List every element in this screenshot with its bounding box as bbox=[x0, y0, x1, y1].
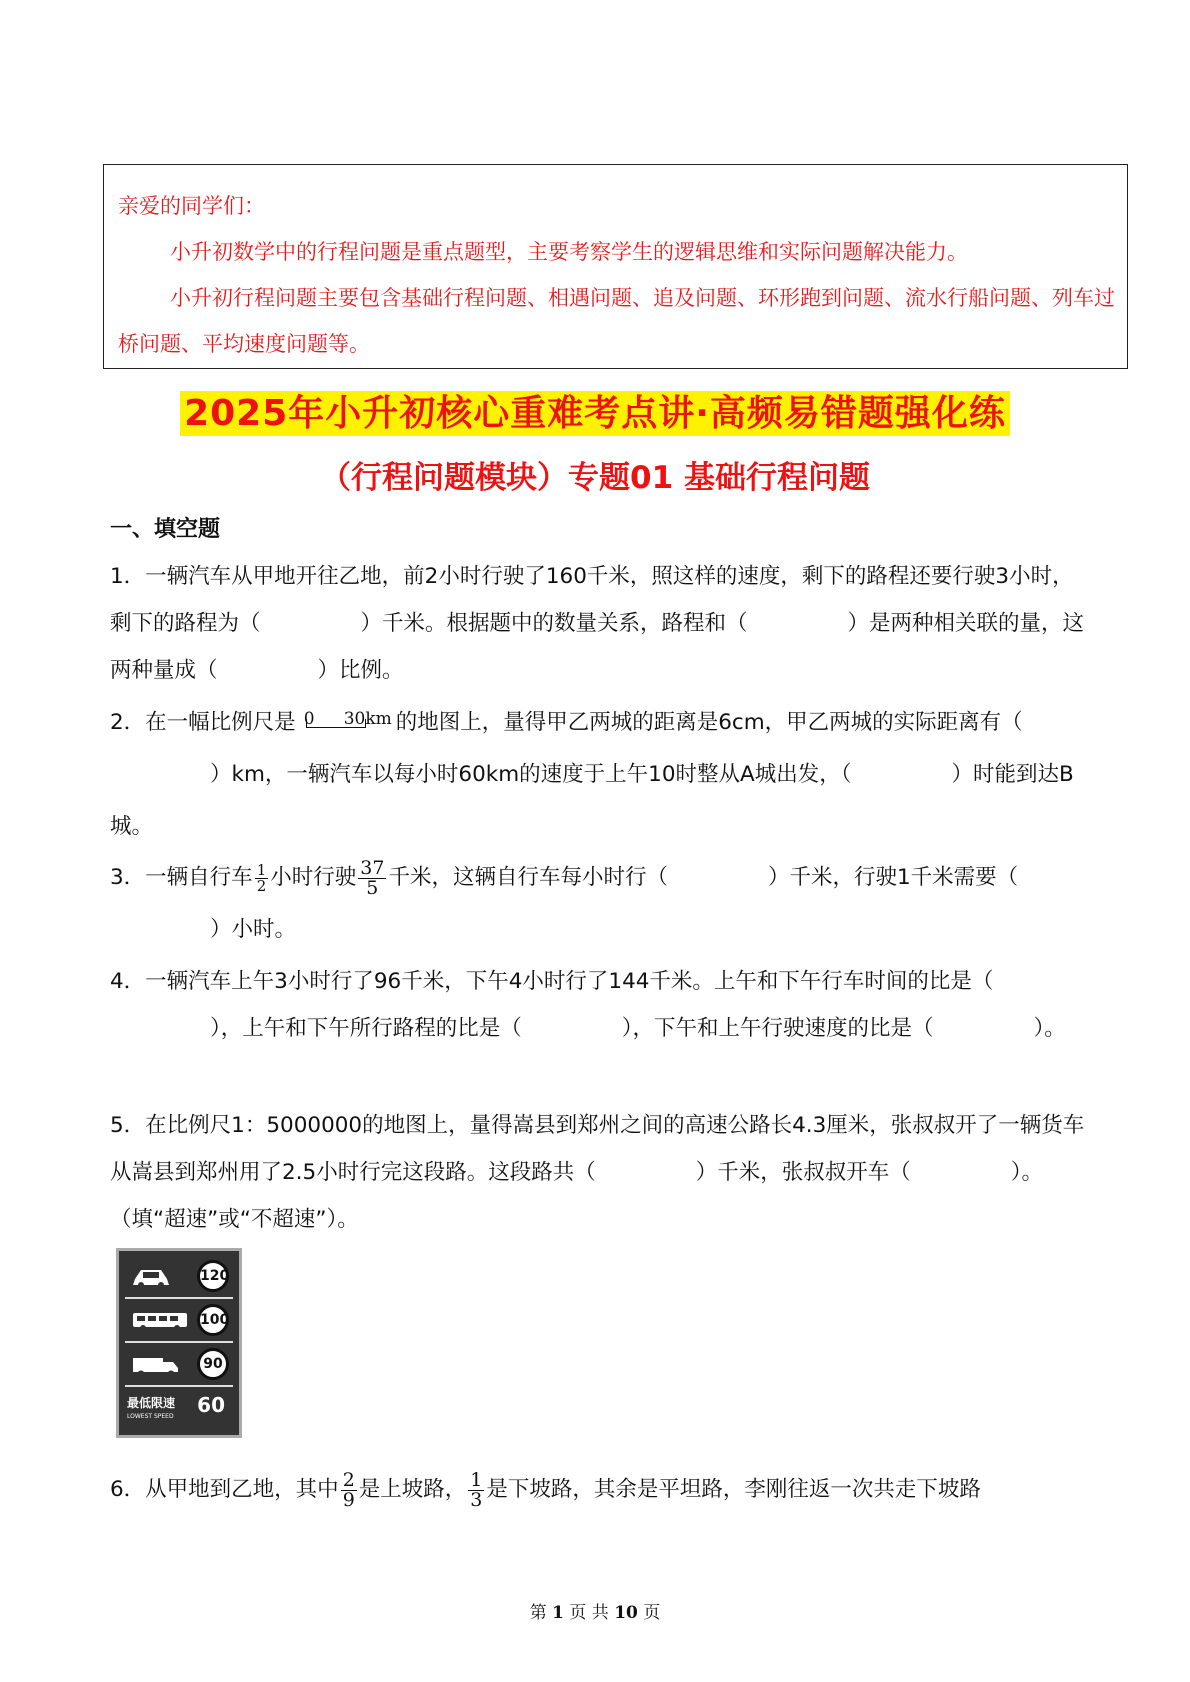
q1-text-d: ）比例。 bbox=[317, 658, 404, 683]
minimum-speed-value: 60 bbox=[197, 1393, 225, 1417]
footer-middle: 页 共 bbox=[569, 1603, 609, 1623]
q5-text-a: 5．在比例尺1：5000000的地图上，量得嵩县到郑州之间的高速公路长4.3厘米，张叔叔开了一辆货车从嵩县到郑州用了2.5小时行完这段路。这段路共（ bbox=[110, 1113, 1085, 1185]
minimum-speed-label bbox=[127, 1397, 175, 1423]
minimum-speed-label-en: LOWEST SPEED bbox=[127, 1413, 174, 1420]
notice-box bbox=[103, 164, 1128, 369]
question-2 bbox=[110, 697, 1085, 853]
fraction-numerator: 37 bbox=[360, 856, 385, 879]
footer-page-number: 1 bbox=[552, 1603, 564, 1623]
fraction-denominator: 9 bbox=[342, 1488, 355, 1511]
notice-greeting: 亲爱的同学们： bbox=[118, 194, 265, 218]
speed-limit-sign bbox=[116, 1248, 242, 1438]
q1-text-a: 1．一辆汽车从甲地开往乙地，前2小时行驶了160千米，照这样的速度，剩下的路程还要行驶3小时，剩下的路程为（ bbox=[110, 564, 1074, 636]
footer-total-pages: 10 bbox=[614, 1603, 638, 1623]
q6-text-a: 6．从甲地到乙地，其中 bbox=[110, 1477, 339, 1502]
minimum-speed-label-cn: 最低限速 bbox=[127, 1396, 176, 1410]
q1-text-c: ）是两种相关联的量，这两种量成（ bbox=[110, 611, 1085, 683]
question-1 bbox=[110, 553, 1085, 694]
map-scale-bar bbox=[296, 699, 396, 737]
fraction-two-ninths bbox=[341, 1468, 357, 1511]
question-3 bbox=[110, 852, 1085, 956]
fraction-37-fifths bbox=[358, 856, 386, 899]
q2-text-c: ）km，一辆汽车以每小时60km的速度于上午10时整从A城出发，（ bbox=[210, 762, 852, 787]
page-footer bbox=[0, 1598, 1190, 1623]
q5-text-b: ）千米，张叔叔开车（ bbox=[695, 1160, 911, 1185]
scale-zero-label: 0 bbox=[303, 709, 315, 729]
q3-text-e: ）小时。 bbox=[210, 917, 297, 942]
main-title-text: 2025年小升初核心重难考点讲·高频易错题强化练 bbox=[180, 391, 1010, 436]
fraction-one-half bbox=[255, 860, 269, 895]
fraction-numerator: 1 bbox=[256, 860, 267, 879]
footer-suffix: 页 bbox=[643, 1603, 661, 1623]
notice-paragraph-2: 小升初行程问题主要包含基础行程问题、相遇问题、追及问题、环形跑到问题、流水行船问题、列车过桥问题、平均速度问题等。 bbox=[118, 286, 1115, 356]
bus-speed-limit: 100 bbox=[197, 1304, 229, 1336]
fraction-numerator: 2 bbox=[342, 1468, 355, 1491]
sign-row-car bbox=[125, 1257, 233, 1299]
fraction-numerator: 1 bbox=[470, 1468, 483, 1491]
truck-icon bbox=[131, 1353, 181, 1379]
q4-text-a: 4．一辆汽车上午3小时行了96千米，下午4小时行了144千米。上午和下午行车时间的比是（ bbox=[110, 969, 994, 994]
question-6 bbox=[110, 1462, 1085, 1518]
q3-text-b: 小时行驶 bbox=[270, 865, 357, 890]
footer-prefix: 第 bbox=[529, 1603, 547, 1623]
question-4 bbox=[110, 958, 1085, 1052]
q3-text-a: 3．一辆自行车 bbox=[110, 865, 253, 890]
q4-text-b: ），上午和下午所行路程的比是（ bbox=[210, 1016, 522, 1041]
section-heading: 一、填空题 bbox=[110, 517, 221, 542]
q6-text-c: 是下坡路，其余是平坦路，李刚往返一次共走下坡路 bbox=[486, 1477, 981, 1502]
truck-speed-limit: 90 bbox=[197, 1348, 229, 1380]
sign-row-bus bbox=[125, 1301, 233, 1343]
sign-row-truck bbox=[125, 1345, 233, 1387]
sub-title: （行程问题模块）专题01 基础行程问题 bbox=[320, 460, 870, 496]
scale-end-label: 30km bbox=[343, 709, 392, 729]
q2-text-b: 的地图上，量得甲乙两城的距离是6cm，甲乙两城的实际距离有（ bbox=[395, 710, 1023, 735]
q6-text-b: 是上坡路， bbox=[358, 1477, 467, 1502]
car-speed-limit: 120 bbox=[197, 1260, 229, 1292]
bus-icon bbox=[131, 1309, 189, 1333]
main-title bbox=[0, 385, 1190, 436]
q2-text-d: ）时能到达B城。 bbox=[110, 762, 1074, 839]
q5-text-c: ）。（填“超速”或“不超速”）。 bbox=[110, 1160, 1043, 1232]
fraction-denominator: 3 bbox=[470, 1488, 483, 1511]
q4-text-d: ）。 bbox=[1033, 1016, 1066, 1041]
sign-row-minimum bbox=[125, 1389, 233, 1429]
q3-text-d: ）千米，行驶1千米需要（ bbox=[767, 865, 1019, 890]
q1-text-b: ）千米。根据题中的数量关系，路程和（ bbox=[360, 611, 748, 636]
fraction-one-third bbox=[468, 1468, 484, 1511]
scale-line bbox=[306, 719, 366, 728]
q2-text-a: 2．在一幅比例尺是 bbox=[110, 710, 296, 735]
q4-text-c: ），下午和上午行驶速度的比是（ bbox=[621, 1016, 934, 1041]
question-5 bbox=[110, 1102, 1085, 1243]
car-icon bbox=[131, 1265, 173, 1289]
fraction-denominator: 5 bbox=[366, 876, 379, 899]
fraction-denominator: 2 bbox=[256, 876, 267, 895]
notice-paragraph-1: 小升初数学中的行程问题是重点题型，主要考察学生的逻辑思维和实际问题解决能力。 bbox=[170, 240, 968, 264]
q3-text-c: 千米，这辆自行车每小时行（ bbox=[388, 865, 668, 890]
